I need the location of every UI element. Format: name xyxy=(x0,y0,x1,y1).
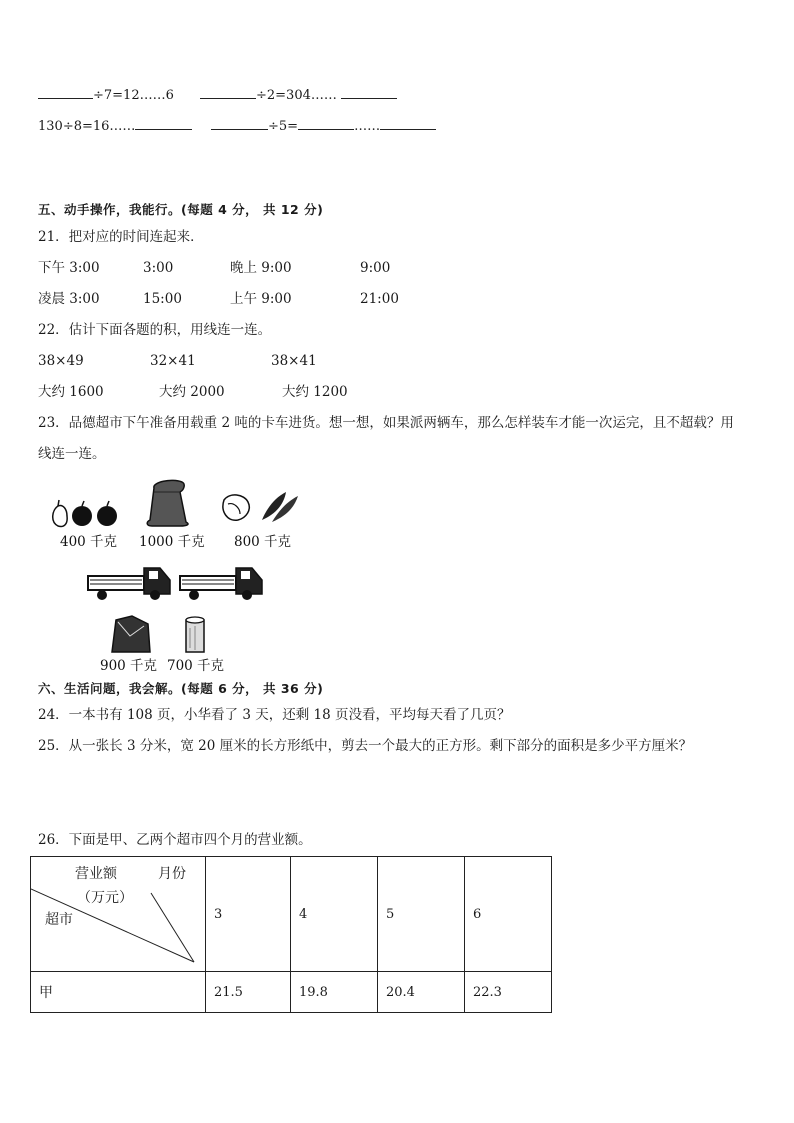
header-store: 超市 xyxy=(45,912,73,928)
answer-blank[interactable] xyxy=(298,117,354,130)
diagonal-header-cell xyxy=(31,857,206,972)
product-item: 32×41 xyxy=(150,353,196,369)
value-cell: 20.4 xyxy=(378,972,465,1013)
month-cell: 4 xyxy=(291,857,378,972)
expr-text: ÷2=304…… xyxy=(256,88,337,103)
time-item: 下午 3:00 xyxy=(38,260,100,276)
question-22: 22．估计下面各题的积，用线连一连。 xyxy=(38,322,272,338)
header-revenue: 营业额 xyxy=(75,866,117,882)
expr-text: ÷7=12……6 xyxy=(93,88,174,103)
time-item: 上午 9:00 xyxy=(230,291,292,307)
expr-text: 130÷8=16…… xyxy=(38,119,136,134)
product-item: 38×49 xyxy=(38,353,84,369)
estimate-item: 大约 1200 xyxy=(282,384,348,400)
value-cell: 22.3 xyxy=(465,972,552,1013)
question-21: 21．把对应的时间连起来． xyxy=(38,229,204,245)
answer-blank[interactable] xyxy=(135,117,192,130)
loading-illustration xyxy=(40,476,320,676)
time-item: 晚上 9:00 xyxy=(230,260,292,276)
table-row xyxy=(31,972,552,1013)
time-item: 凌晨 3:00 xyxy=(38,291,100,307)
truck-icon[interactable] xyxy=(88,568,170,600)
answer-blank[interactable] xyxy=(211,117,268,130)
month-cell: 6 xyxy=(465,857,552,972)
store-cell: 甲 xyxy=(31,972,206,1013)
month-cell: 5 xyxy=(378,857,465,972)
can-icon xyxy=(186,617,204,652)
weight-label: 900 千克 xyxy=(100,658,158,674)
time-item: 21:00 xyxy=(360,291,399,307)
section-heading: 五、动手操作，我能行。(每题 4 分， 共 12 分) xyxy=(38,202,324,217)
answer-blank[interactable] xyxy=(380,117,436,130)
weight-label: 400 千克 xyxy=(60,534,118,550)
product-item: 38×41 xyxy=(271,353,317,369)
answer-blank[interactable] xyxy=(200,86,256,99)
weight-label: 800 千克 xyxy=(234,534,292,550)
section-heading: 六、生活问题，我会解。(每题 6 分， 共 36 分) xyxy=(38,681,324,696)
blank-row-2a xyxy=(38,117,192,133)
table-header-row xyxy=(31,857,552,972)
question-25: 25．从一张长 3 分米，宽 20 厘米的长方形纸中，剪去一个最大的正方形。剩下部分的面积是多少平方厘米？ xyxy=(38,738,693,754)
question-23-line2: 线连一连。 xyxy=(38,446,106,462)
sack-icon xyxy=(147,480,188,526)
expr-text: ÷5= xyxy=(268,119,299,134)
time-item: 3:00 xyxy=(143,260,174,276)
revenue-table xyxy=(30,856,552,1013)
value-cell: 21.5 xyxy=(206,972,291,1013)
month-cell: 3 xyxy=(206,857,291,972)
blank-row-1a xyxy=(38,86,174,102)
blank-row-1b xyxy=(200,86,397,102)
truck-icon[interactable] xyxy=(180,568,262,600)
header-month: 月份 xyxy=(158,866,186,882)
question-26: 26．下面是甲、乙两个超市四个月的营业额。 xyxy=(38,832,312,848)
weight-label: 700 千克 xyxy=(167,658,225,674)
value-cell: 19.8 xyxy=(291,972,378,1013)
time-item: 9:00 xyxy=(360,260,391,276)
blank-row-2b xyxy=(211,117,436,133)
weight-label: 1000 千克 xyxy=(139,534,205,550)
expr-text: …… xyxy=(354,119,381,134)
question-23-line1: 23．品德超市下午准备用载重 2 吨的卡车进货。想一想，如果派两辆车，那么怎样装车才能一次运完，且不超载？用 xyxy=(38,415,734,431)
estimate-item: 大约 1600 xyxy=(38,384,104,400)
vegetable-icon xyxy=(223,492,298,522)
answer-blank[interactable] xyxy=(341,86,397,99)
estimate-item: 大约 2000 xyxy=(159,384,225,400)
fruit-icon xyxy=(53,500,117,527)
header-unit: （万元） xyxy=(77,890,133,906)
answer-blank[interactable] xyxy=(38,86,93,99)
time-item: 15:00 xyxy=(143,291,182,307)
question-24: 24．一本书有 108 页，小华看了 3 天，还剩 18 页没看，平均每天看了几页？ xyxy=(38,707,511,723)
bag-icon xyxy=(112,616,150,652)
